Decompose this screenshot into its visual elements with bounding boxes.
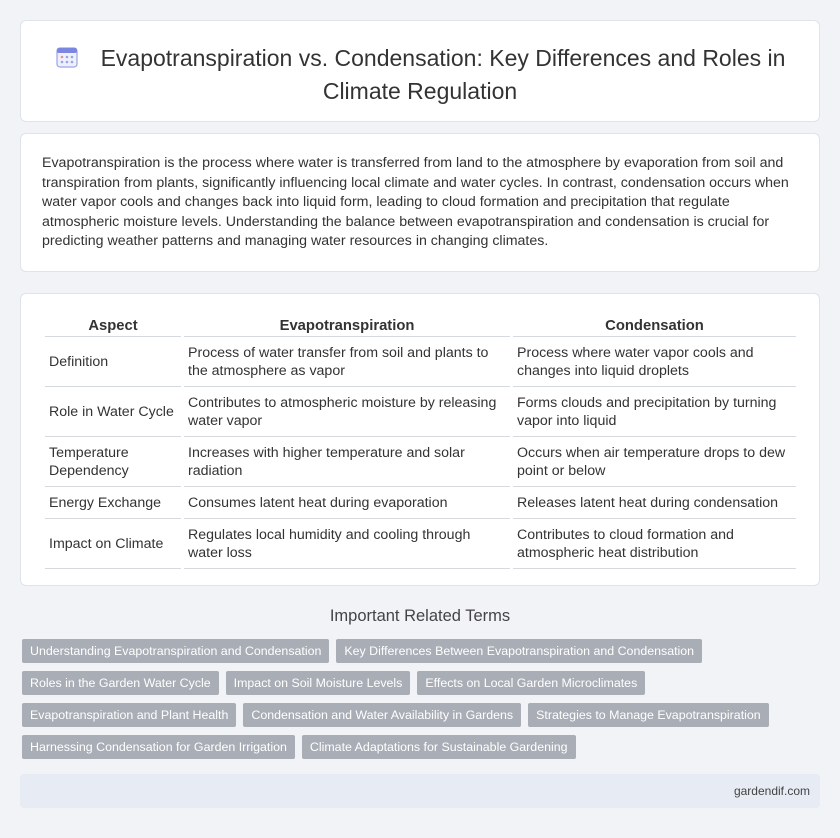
- page-title: Evapotranspiration vs. Condensation: Key Differences and Roles in Climate Regulation: [100, 45, 786, 104]
- aspect-cell: Impact on Climate: [45, 519, 181, 569]
- aspect-cell: Temperature Dependency: [45, 437, 181, 487]
- condensation-cell: Releases latent heat during condensation: [513, 487, 796, 519]
- related-term-tag[interactable]: Evapotranspiration and Plant Health: [22, 703, 236, 727]
- footer-site-link[interactable]: gardendif.com: [733, 784, 810, 798]
- title-card: [20, 20, 820, 122]
- calendar-icon: [55, 45, 79, 76]
- table-row: [45, 519, 796, 569]
- related-term-tag[interactable]: Impact on Soil Moisture Levels: [226, 671, 411, 695]
- related-term-tag[interactable]: Strategies to Manage Evapotranspiration: [528, 703, 769, 727]
- comparison-table: [42, 316, 799, 569]
- table-row: [45, 387, 796, 437]
- evapotranspiration-cell: Increases with higher temperature and solar radiation: [184, 437, 510, 487]
- evapotranspiration-cell: Consumes latent heat during evaporation: [184, 487, 510, 519]
- related-term-tag[interactable]: Understanding Evapotranspiration and Condensation: [22, 639, 329, 663]
- table-row: [45, 437, 796, 487]
- related-term-tag[interactable]: Condensation and Water Availability in Gardens: [243, 703, 521, 727]
- related-term-tag[interactable]: Effects on Local Garden Microclimates: [417, 671, 645, 695]
- condensation-cell: Forms clouds and precipitation by turning vapor into liquid: [513, 387, 796, 437]
- evapotranspiration-cell: Regulates local humidity and cooling through water loss: [184, 519, 510, 569]
- aspect-cell: Role in Water Cycle: [45, 387, 181, 437]
- related-terms-list: [22, 639, 802, 767]
- aspect-cell: Energy Exchange: [45, 487, 181, 519]
- related-term-tag[interactable]: Key Differences Between Evapotranspiration and Condensation: [336, 639, 702, 663]
- comparison-table-card: [20, 293, 820, 586]
- evapotranspiration-cell: Process of water transfer from soil and plants to the atmosphere as vapor: [184, 337, 510, 387]
- evapotranspiration-cell: Contributes to atmospheric moisture by releasing water vapor: [184, 387, 510, 437]
- related-term-tag[interactable]: Roles in the Garden Water Cycle: [22, 671, 219, 695]
- table-row: [45, 487, 796, 519]
- condensation-cell: Contributes to cloud formation and atmospheric heat distribution: [513, 519, 796, 569]
- intro-paragraph: Evapotranspiration is the process where water is transferred from land to the atmosphere by evaporation from soil and transpiration from plants, significantly influencing local climate and water cycles. In contrast, condensation occurs when water vapor cools and changes back into liquid form, leading to cloud formation and precipitation that regulate atmospheric moisture levels. Understanding the balance between evapotranspiration and condensation is crucial for predicting weather patterns and managing water resources in changing climates.: [42, 155, 789, 249]
- aspect-cell: Definition: [45, 337, 181, 387]
- footer: [20, 774, 820, 808]
- header-aspect: Aspect: [45, 316, 181, 337]
- table-header-row: [45, 316, 796, 337]
- condensation-cell: Process where water vapor cools and changes into liquid droplets: [513, 337, 796, 387]
- condensation-cell: Occurs when air temperature drops to dew point or below: [513, 437, 796, 487]
- table-row: [45, 337, 796, 387]
- header-evapotranspiration: Evapotranspiration: [184, 316, 510, 337]
- header-condensation: Condensation: [513, 316, 796, 337]
- related-term-tag[interactable]: Climate Adaptations for Sustainable Gardening: [302, 735, 576, 759]
- intro-card: [20, 133, 820, 272]
- related-term-tag[interactable]: Harnessing Condensation for Garden Irrigation: [22, 735, 295, 759]
- related-terms-heading: Important Related Terms: [329, 607, 511, 625]
